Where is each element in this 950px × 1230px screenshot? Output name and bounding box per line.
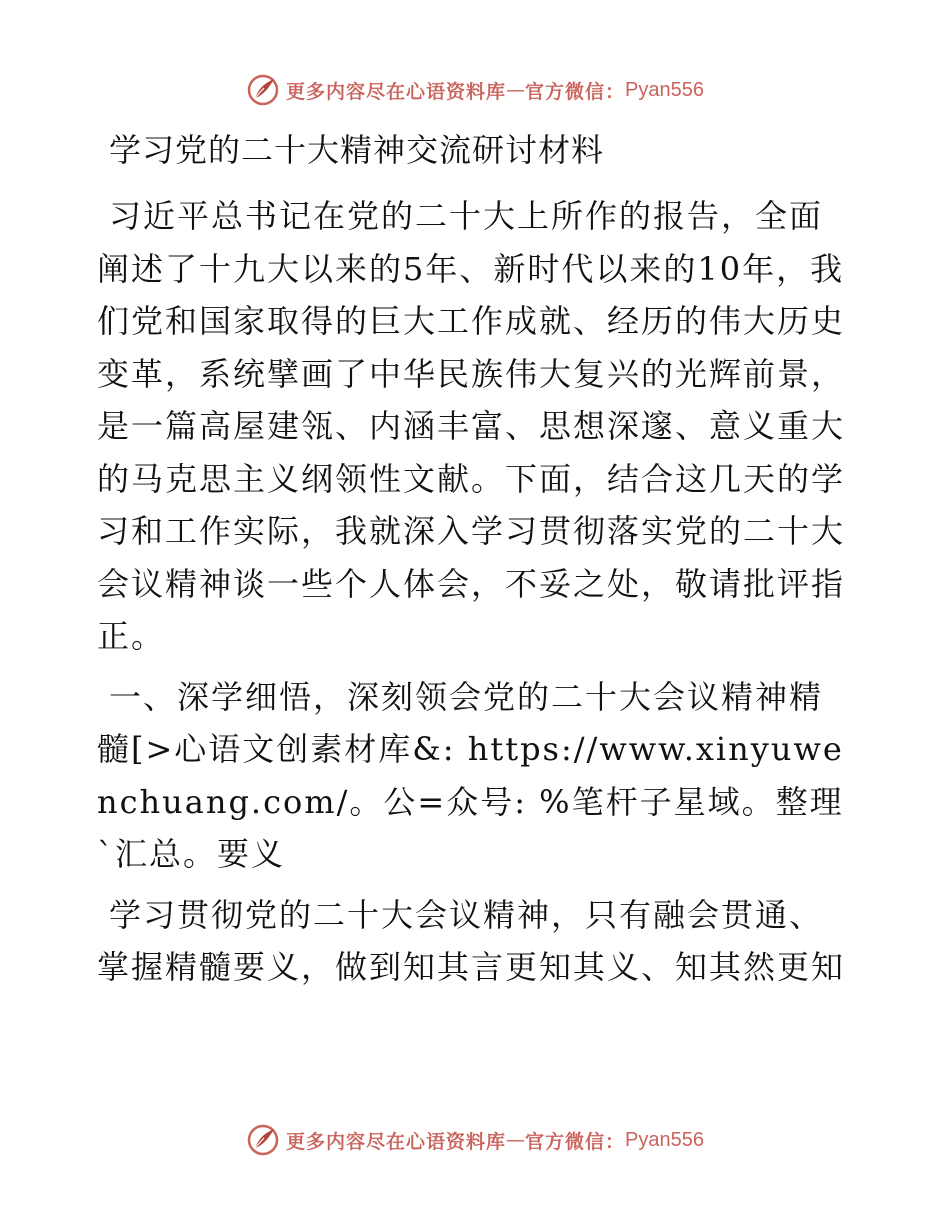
banner-brand-text: 更多内容尽在心语资料库 [286,1130,507,1153]
quill-pen-icon [246,1123,280,1157]
banner-account: Pyan556 [625,78,704,101]
banner-separator: — [506,1129,526,1151]
section-heading-1: 一、深学细悟，深刻领会党的二十大会议精神精髓[>心语文创素材库&: https://www.xinyuwenchuang.com/。公=众号: %笔杆子星域。整理`汇总。要义 [97,677,844,873]
header-watermark-banner [0,70,950,110]
quill-pen-icon [246,73,280,107]
banner-wechat-label: 官方微信： [525,1130,626,1153]
banner-separator: — [506,79,526,101]
paragraph-intro: 习近平总书记在党的二十大上所作的报告，全面阐述了十九大以来的5年、新时代以来的10年，我们党和国家取得的巨大工作成就、经历的伟大历史变革，系统擘画了中华民族伟大复兴的光辉前景，是一篇高屋建瓴、内涵丰富、思想深邃、意义重大的马克思主义纲领性文献。下面，结合这几天的学习和工作实际，我就深入学习贯彻落实党的二十大会议精神谈一些个人体会，不妥之处，敬请批评指正。 [97,197,846,655]
banner-account: Pyan556 [625,1128,704,1151]
banner-wechat-label: 官方微信： [525,80,626,103]
footer-watermark-banner [0,1120,950,1160]
document-title: 学习党的二十大精神交流研讨材料 [109,131,605,169]
document-body [97,128,853,1002]
paragraph-section-1: 学习贯彻党的二十大会议精神，只有融会贯通、掌握精髓要义，做到知其言更知其义、知其然更知 [97,895,846,986]
banner-brand-text: 更多内容尽在心语资料库 [286,80,507,103]
